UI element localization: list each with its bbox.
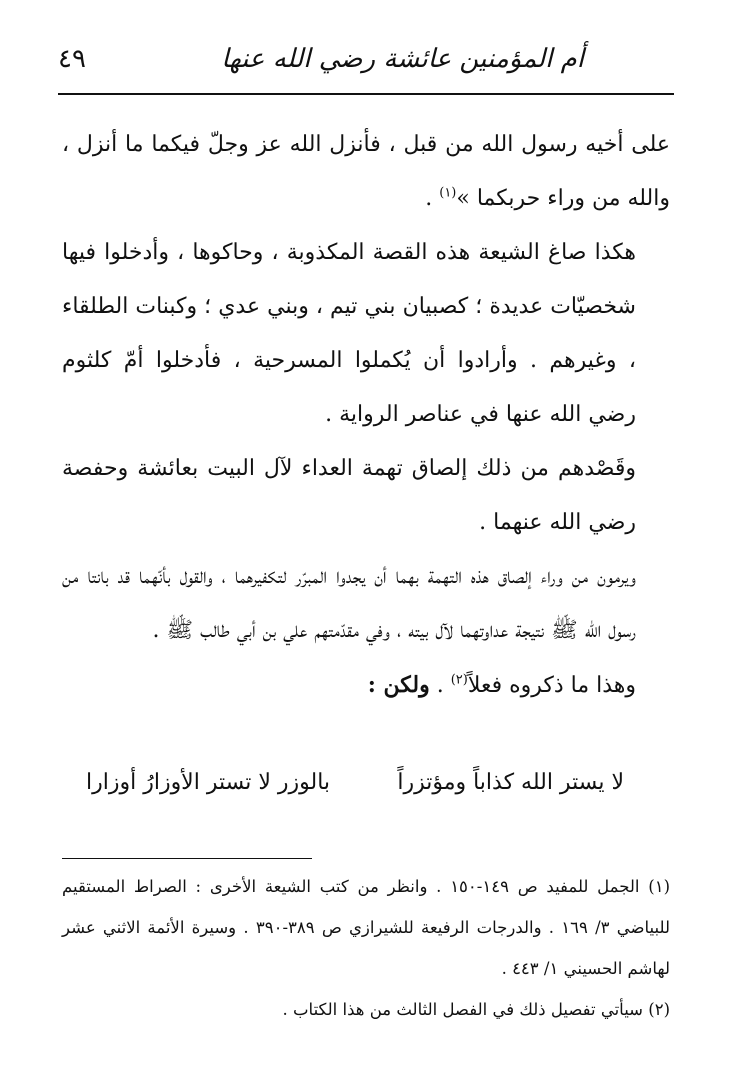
paragraph-1-text: على أخيه رسول الله من قبل ، فأنزل الله عز وجلّ فيكما ما أنزل ، والله من وراء حربكما » — [62, 132, 670, 211]
footnotes — [62, 866, 670, 1030]
verse-hemistich-2: بالوزر لا تستر الأوزارُ أوزارا — [86, 770, 331, 795]
paragraph-5 — [62, 658, 670, 713]
paragraph-1 — [62, 118, 670, 226]
running-title: أم المؤمنين عائشة رضي الله عنها — [221, 44, 584, 74]
poetry-verse — [86, 770, 624, 810]
paragraph-5-text: وهذا ما ذكروه فعلاً — [467, 673, 636, 698]
paragraph-3: وقَصْدهم من ذلك إلصاق تهمة العداء لآل البيت بعائشة وحفصة رضي الله عنهما . — [62, 456, 636, 535]
paragraph-5-bold: ولكن : — [367, 672, 430, 698]
paragraph-5-mid: . — [429, 673, 451, 698]
paragraph-2: هكذا صاغ الشيعة هذه القصة المكذوبة ، وحاكوها ، وأدخلوا فيها شخصيّات عديدة ؛ كصبيان بني تيم ، وبني عدي ؛ وكبنات الطلقاء ، وغيرهم . وأرادوا أن يُكملوا المسرحية ، فأدخلوا أمّ كلثوم رضي الله عنها في عناصر الرواية . — [62, 240, 636, 427]
footnote-rule — [62, 858, 312, 859]
page-header — [58, 38, 674, 90]
paragraph-4: ويرمون من وراء إلصاق هذه التهمة بهما أن يجدوا المبرّر لتكفيرهما ، والقول بأنّهما قد بانتا من رسول الله ﷺ نتيجة عداوتهما لآل بيته ، وفي مقدّمتهم علي بن أبي طالب ﷺ . — [62, 564, 636, 643]
footnote-ref-1: (١) — [439, 185, 457, 201]
footnote-ref-2: (٢) — [450, 672, 468, 688]
verse-hemistich-1: لا يستر الله كذاباً ومؤتزراً — [397, 770, 624, 795]
footnote-2: (٢) سيأتي تفصيل ذلك في الفصل الثالث من هذا الكتاب . — [282, 1000, 670, 1019]
main-text — [62, 118, 670, 713]
page-number: ٤٩ — [58, 44, 86, 74]
paragraph-1-end: . — [425, 186, 440, 211]
footnote-1: (١) الجمل للمفيد ص ١٤٩-١٥٠ . وانظر من كتب الشيعة الأخرى : الصراط المستقيم للبياضي ٣/ ١٦٩ . والدرجات الرفيعة للشيرازي ص ٣٨٩-٣٩٠ . وسيرة الأئمة الاثني عشر لهاشم الحسيني ١/ ٤٤٣ . — [62, 877, 671, 978]
header-rule — [58, 93, 674, 95]
